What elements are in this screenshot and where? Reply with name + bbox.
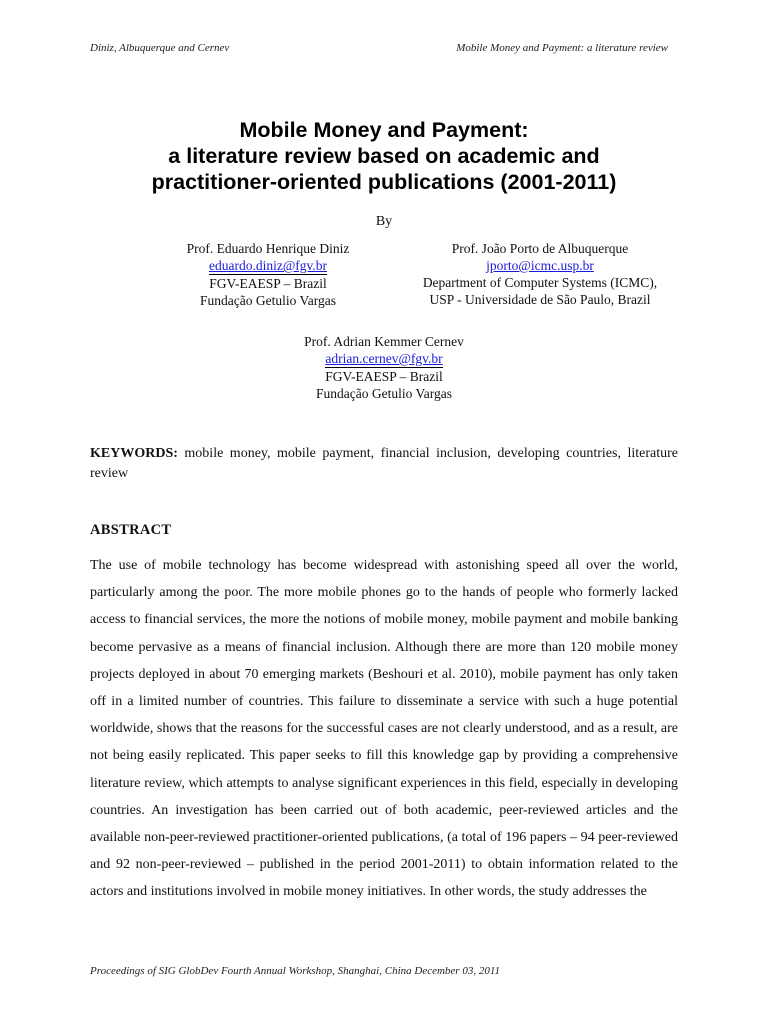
author-affiliation: FGV-EAESP – Brazil: [209, 276, 327, 291]
running-head-title: Mobile Money and Payment: a literature review: [456, 42, 668, 54]
abstract-heading: ABSTRACT: [90, 522, 172, 538]
author-block-albuquerque: [380, 240, 700, 308]
author-block-cernev: [234, 333, 534, 402]
author-email-link[interactable]: jporto@icmc.usp.br: [486, 258, 594, 273]
abstract-body: The use of mobile technology has become widespread with astonishing speed all over the world, particularly among the poor. The more mobile phones go to the hands of people who formerly lacked access to financial services, the more the notions of mobile money, mobile payment and mobile banking become pervasive as a means of financial inclusion. Although there are more than 120 mobile money projects deployed in about 70 emerging markets (Beshouri et al. 2010), mobile payment has only taken off in a limited number of countries. This failure to disseminate a service with such a huge potential worldwide, shows that the reasons for the successful cases are not clearly understood, and as a result, are not being easily replicated. This paper seeks to fill this knowledge gap by providing a comprehensive literature review, which attempts to analyse significant experiences in this field, especially in developing countries. An investigation has been carried out of both academic, peer-reviewed articles and the available non-peer-reviewed practitioner-oriented publications, (a total of 196 papers – 94 peer-reviewed and 92 non-peer-reviewed – published in the period 2001-2011) to obtain information related to the actors and institutions involved in mobile money initiatives. In other words, the study addresses the: [90, 558, 678, 900]
author-institution: USP - Universidade de São Paulo, Brazil: [429, 292, 651, 307]
author-block-diniz: [118, 240, 418, 309]
author-affiliation: Department of Computer Systems (ICMC),: [422, 275, 658, 290]
author-email-link[interactable]: eduardo.diniz@fgv.br: [208, 258, 328, 273]
keywords-text: mobile money, mobile payment, financial inclusion, developing countries, literature review: [90, 446, 678, 481]
author-name: Prof. João Porto de Albuquerque: [451, 241, 629, 256]
author-name: Prof. Eduardo Henrique Diniz: [186, 241, 350, 256]
author-affiliation: FGV-EAESP – Brazil: [325, 369, 443, 384]
by-label: By: [375, 214, 393, 229]
author-name: Prof. Adrian Kemmer Cernev: [304, 334, 464, 349]
title-line-1: Mobile Money and Payment:: [239, 118, 529, 142]
running-head-authors: Diniz, Albuquerque and Cernev: [90, 42, 230, 54]
author-email-link[interactable]: adrian.cernev@fgv.br: [325, 351, 443, 366]
title-line-2: a literature review based on academic and: [168, 144, 600, 168]
paper-title: [0, 117, 768, 195]
title-line-3: practitioner-oriented publications (2001-2011): [151, 170, 617, 194]
proceedings-footer: Proceedings of SIG GlobDev Fourth Annual Workshop, Shanghai, China December 03, 2011: [90, 965, 501, 977]
keywords-label: KEYWORDS:: [90, 446, 178, 461]
author-institution: Fundação Getulio Vargas: [316, 386, 452, 401]
author-institution: Fundação Getulio Vargas: [200, 293, 336, 308]
keywords-section: [90, 444, 678, 484]
